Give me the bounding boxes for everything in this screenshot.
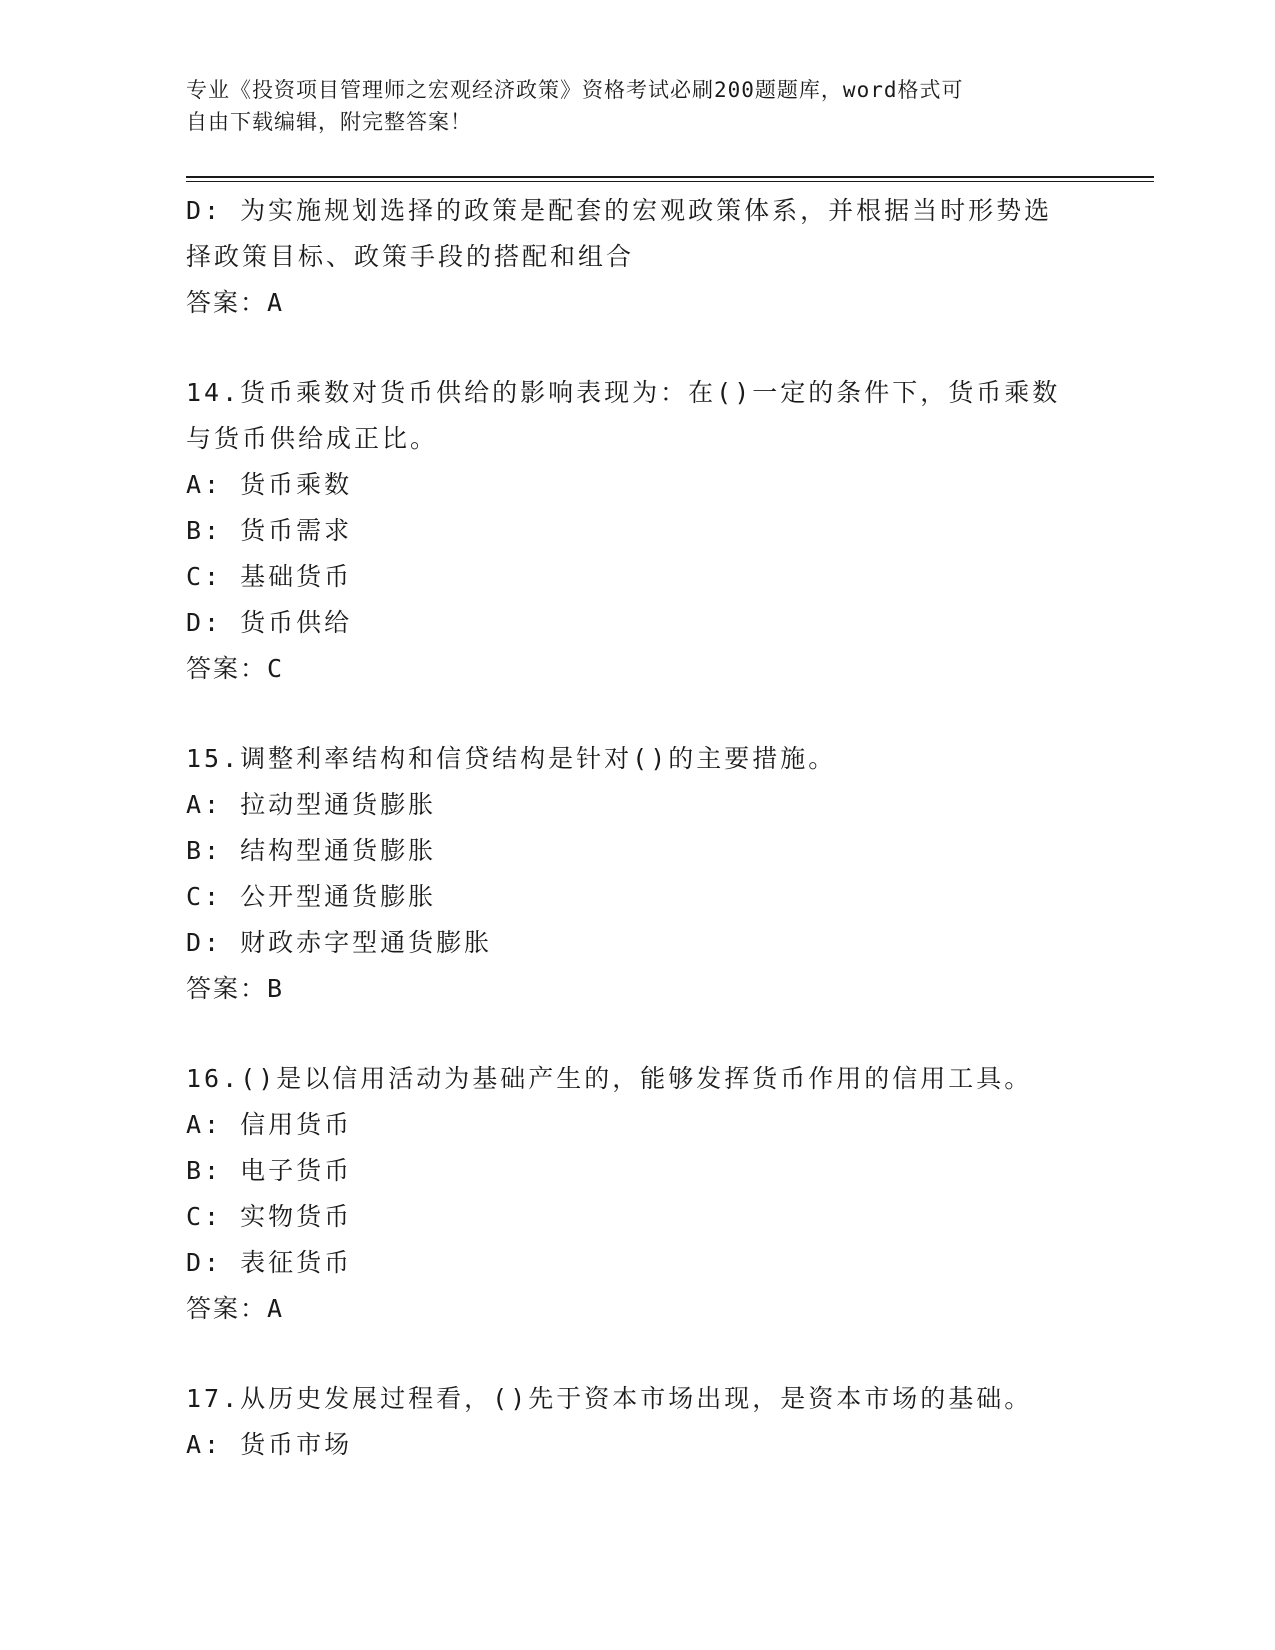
- document-header: [186, 74, 1086, 138]
- header-line-1: 专业《投资项目管理师之宏观经济政策》资格考试必刷200题题库，word格式可: [186, 78, 964, 102]
- option-c: C: 基础货币: [186, 562, 353, 591]
- answer-line: 答案：B: [186, 974, 285, 1003]
- option-c: C: 公开型通货膨胀: [186, 882, 437, 911]
- option-a: A: 货币市场: [186, 1430, 353, 1459]
- question-16: [186, 1056, 1086, 1332]
- question-list: [186, 188, 1086, 1468]
- option-a: A: 信用货币: [186, 1110, 353, 1139]
- answer-line: 答案：C: [186, 654, 285, 683]
- header-divider: [186, 176, 1154, 182]
- answer-line: 答案：A: [186, 288, 285, 317]
- option-d: D: 为实施规划选择的政策是配套的宏观政策体系，并根据当时形势选: [186, 196, 1053, 225]
- option-d-continued: 择政策目标、政策手段的搭配和组合: [186, 242, 635, 271]
- question-stem: 16.()是以信用活动为基础产生的，能够发挥货币作用的信用工具。: [186, 1064, 1033, 1093]
- option-d: D: 财政赤字型通货膨胀: [186, 928, 493, 957]
- option-d: D: 表征货币: [186, 1248, 353, 1277]
- question-stem: 17.从历史发展过程看，()先于资本市场出现，是资本市场的基础。: [186, 1384, 1033, 1413]
- answer-line: 答案：A: [186, 1294, 285, 1323]
- option-d: D: 货币供给: [186, 608, 353, 637]
- option-c: C: 实物货币: [186, 1202, 353, 1231]
- option-b: B: 电子货币: [186, 1156, 353, 1185]
- option-b: B: 结构型通货膨胀: [186, 836, 437, 865]
- question-stem: 15.调整利率结构和信贷结构是针对()的主要措施。: [186, 744, 837, 773]
- question-17: [186, 1376, 1086, 1468]
- question-13-tail: [186, 188, 1086, 326]
- option-a: A: 拉动型通货膨胀: [186, 790, 437, 819]
- option-b: B: 货币需求: [186, 516, 353, 545]
- option-a: A: 货币乘数: [186, 470, 353, 499]
- question-14: [186, 370, 1086, 692]
- question-stem-continued: 与货币供给成正比。: [186, 424, 439, 453]
- question-stem: 14.货币乘数对货币供给的影响表现为：在()一定的条件下，货币乘数: [186, 378, 1061, 407]
- header-line-2: 自由下载编辑，附完整答案！: [186, 110, 472, 134]
- question-15: [186, 736, 1086, 1012]
